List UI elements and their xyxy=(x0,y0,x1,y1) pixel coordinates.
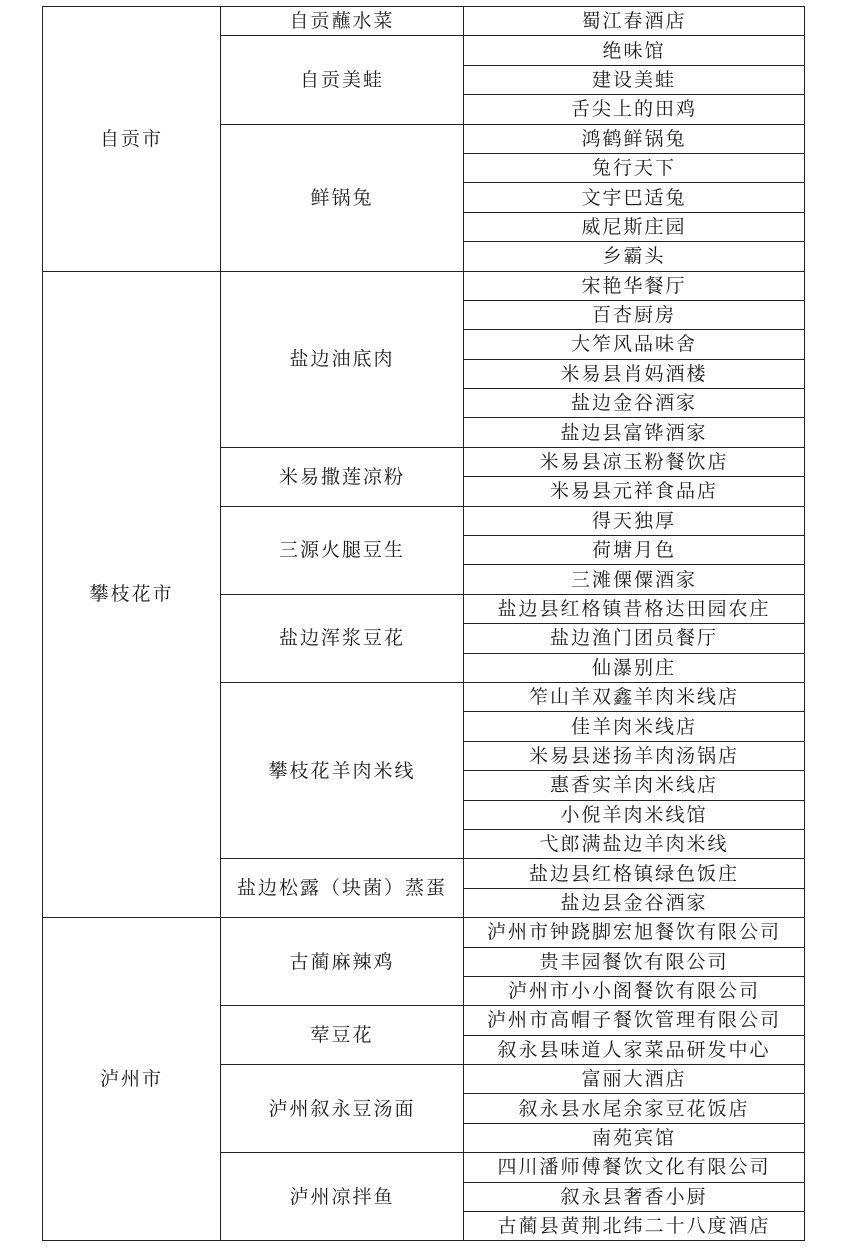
restaurant-cell: 叙永县水尾余家豆花饭店 xyxy=(464,1094,805,1123)
dish-cell: 攀枝花羊肉米线 xyxy=(221,682,464,858)
dish-cell: 盐边浑浆豆花 xyxy=(221,594,464,682)
restaurant-cell: 绝味馆 xyxy=(464,36,805,65)
restaurant-cell: 文宇巴适兔 xyxy=(464,183,805,212)
dish-cell: 自贡美蛙 xyxy=(221,36,464,124)
dish-cell: 自贡蘸水菜 xyxy=(221,7,464,36)
restaurant-cell: 四川潘师傅餐饮文化有限公司 xyxy=(464,1153,805,1182)
table-body xyxy=(43,7,805,1241)
restaurant-cell: 佳羊肉米线店 xyxy=(464,712,805,741)
restaurant-cell: 百杏厨房 xyxy=(464,300,805,329)
restaurant-cell: 泸州市小小阁餐饮有限公司 xyxy=(464,976,805,1005)
dish-cell: 三源火腿豆生 xyxy=(221,506,464,594)
restaurant-cell: 米易县肖妈酒楼 xyxy=(464,359,805,388)
restaurant-cell: 叙永县奢香小厨 xyxy=(464,1182,805,1211)
restaurant-cell: 荷塘月色 xyxy=(464,536,805,565)
city-cell: 泸州市 xyxy=(43,918,221,1241)
restaurant-cell: 泸州市高帽子餐饮管理有限公司 xyxy=(464,1006,805,1035)
table-row xyxy=(43,7,805,36)
restaurant-cell: 大笮风品味舍 xyxy=(464,330,805,359)
restaurant-cell: 笮山羊双鑫羊肉米线店 xyxy=(464,682,805,711)
restaurant-cell: 富丽大酒店 xyxy=(464,1065,805,1094)
restaurant-cell: 盐边县金谷酒家 xyxy=(464,888,805,917)
dish-cell: 鲜锅兔 xyxy=(221,124,464,271)
table-row xyxy=(43,271,805,300)
dish-cell: 泸州叙永豆汤面 xyxy=(221,1065,464,1153)
restaurant-cell: 宋艳华餐厅 xyxy=(464,271,805,300)
restaurant-cell: 盐边县富铧酒家 xyxy=(464,418,805,447)
restaurant-cell: 泸州市钟跷脚宏旭餐饮有限公司 xyxy=(464,918,805,947)
restaurant-cell: 乡霸头 xyxy=(464,242,805,271)
restaurant-cell: 米易县迷扬羊肉汤锅店 xyxy=(464,741,805,770)
restaurant-cell: 盐边县红格镇昔格达田园农庄 xyxy=(464,594,805,623)
restaurant-cell: 兔行天下 xyxy=(464,153,805,182)
dish-cell: 盐边松露（块菌）蒸蛋 xyxy=(221,859,464,918)
dish-cell: 古蔺麻辣鸡 xyxy=(221,918,464,1006)
restaurant-cell: 三滩傈僳酒家 xyxy=(464,565,805,594)
restaurant-cell: 弋郎满盐边羊肉米线 xyxy=(464,829,805,858)
dish-cell: 盐边油底肉 xyxy=(221,271,464,447)
city-cell: 自贡市 xyxy=(43,7,221,272)
dish-cell: 荤豆花 xyxy=(221,1006,464,1065)
restaurant-cell: 贵丰园餐饮有限公司 xyxy=(464,947,805,976)
restaurant-cell: 小倪羊肉米线馆 xyxy=(464,800,805,829)
restaurant-cell: 建设美蛙 xyxy=(464,65,805,94)
restaurant-cell: 盐边县红格镇绿色饭庄 xyxy=(464,859,805,888)
restaurant-cell: 鸿鹤鲜锅兔 xyxy=(464,124,805,153)
restaurant-cell: 盐边渔门团员餐厅 xyxy=(464,624,805,653)
city-cell: 攀枝花市 xyxy=(43,271,221,918)
restaurant-cell: 叙永县味道人家菜品研发中心 xyxy=(464,1035,805,1064)
restaurant-cell: 蜀江春酒店 xyxy=(464,7,805,36)
restaurant-cell: 古蔺县黄荆北纬二十八度酒店 xyxy=(464,1212,805,1241)
restaurant-cell: 南苑宾馆 xyxy=(464,1123,805,1152)
restaurant-cell: 惠香实羊肉米线店 xyxy=(464,771,805,800)
restaurant-cell: 米易县凉玉粉餐饮店 xyxy=(464,447,805,476)
dish-cell: 泸州凉拌鱼 xyxy=(221,1153,464,1241)
restaurant-cell: 盐边金谷酒家 xyxy=(464,389,805,418)
dish-cell: 米易撒莲凉粉 xyxy=(221,447,464,506)
restaurant-cell: 仙瀑别庄 xyxy=(464,653,805,682)
restaurant-cell: 威尼斯庄园 xyxy=(464,212,805,241)
restaurant-cell: 舌尖上的田鸡 xyxy=(464,95,805,124)
restaurant-cell: 得天独厚 xyxy=(464,506,805,535)
table-row xyxy=(43,918,805,947)
dish-restaurant-table xyxy=(42,6,805,1241)
restaurant-cell: 米易县元祥食品店 xyxy=(464,477,805,506)
